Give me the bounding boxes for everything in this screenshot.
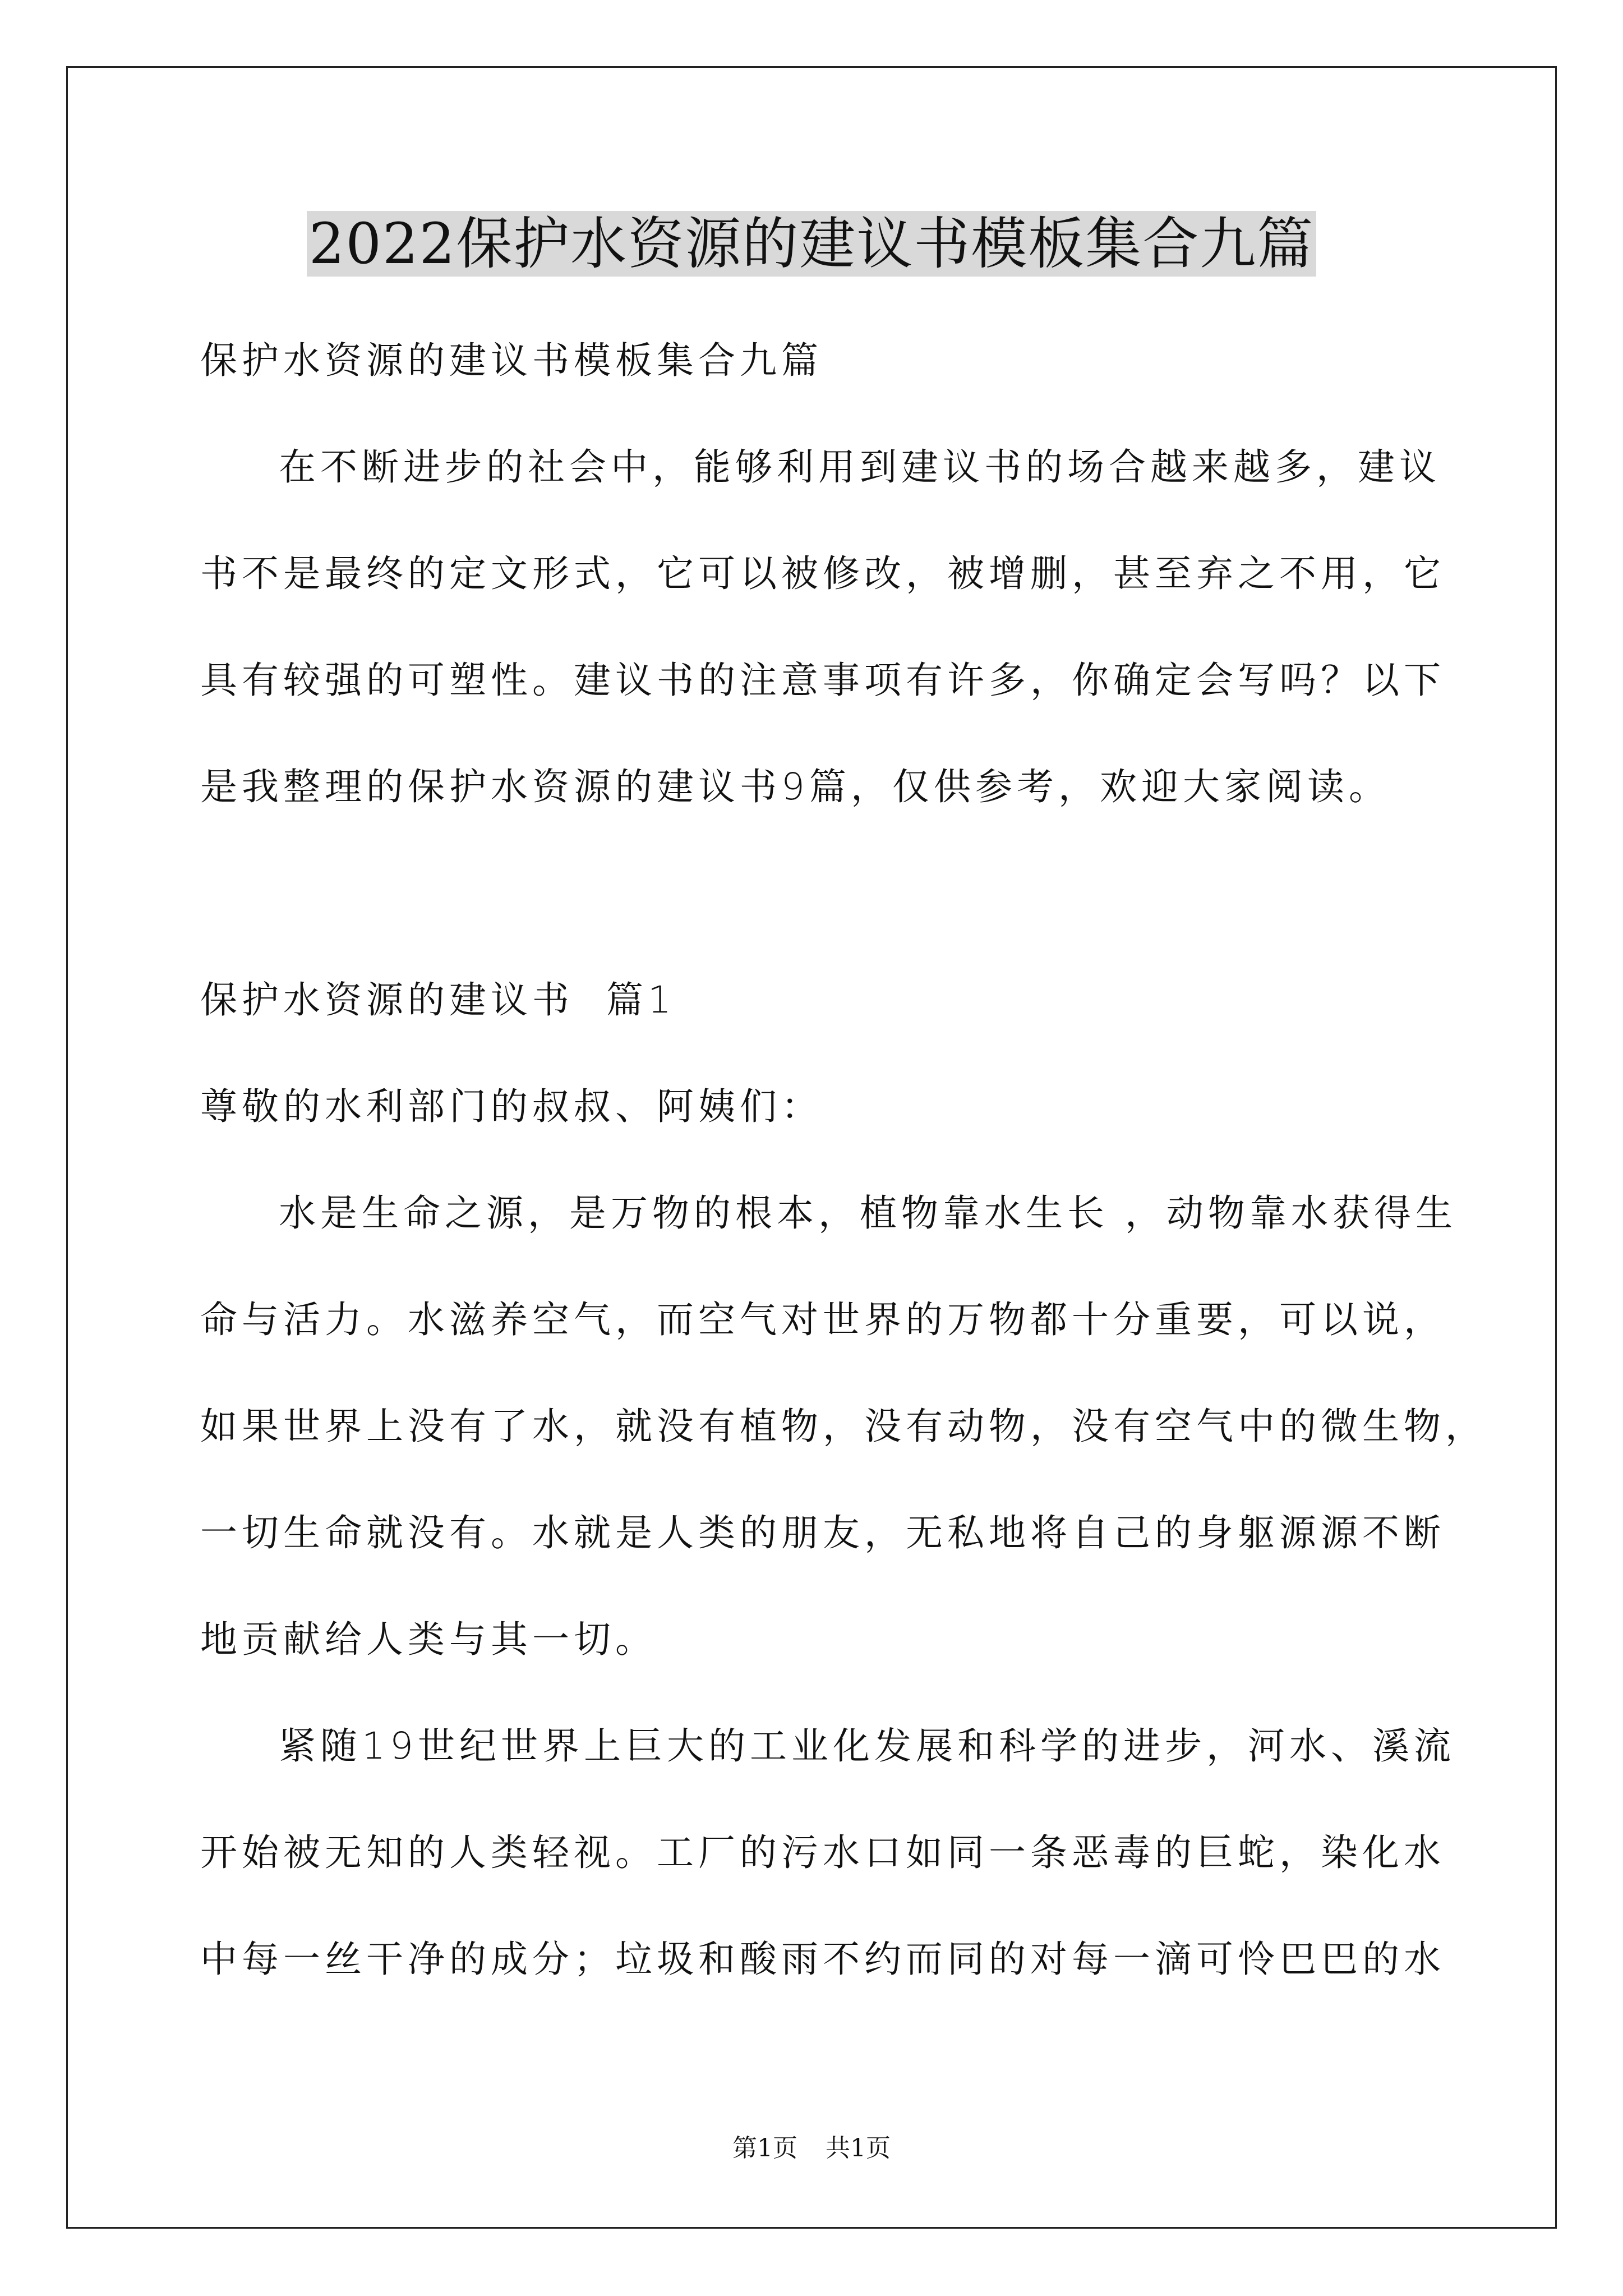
intro-line-4: 是我整理的保护水资源的建议书9篇，仅供参考，欢迎大家阅读。 [200, 765, 1390, 808]
intro-line-1: 在不断进步的社会中，能够利用到建议书的场合越来越多，建议 [279, 445, 1441, 489]
intro-line-3: 具有较强的可塑性。建议书的注意事项有许多，你确定会写吗？以下 [200, 659, 1445, 702]
paragraph1-line-4: 一切生命就没有。水就是人类的朋友，无私地将自己的身躯源源不断 [200, 1511, 1445, 1554]
document-title [0, 202, 1623, 286]
document-title-text: 2022保护水资源的建议书模板集合九篇 [307, 211, 1317, 277]
section-heading: 保护水资源的建议书 篇1 [200, 978, 676, 1022]
page-number: 第1页 [732, 2134, 797, 2162]
paragraph2-line-3: 中每一丝干净的成分；垃圾和酸雨不约而同的对每一滴可怜巴巴的水 [200, 1938, 1445, 1981]
salutation: 尊敬的水利部门的叔叔、阿姨们： [200, 1085, 823, 1128]
document-body [200, 307, 1487, 2013]
paragraph1-line-3: 如果世界上没有了水，就没有植物，没有动物，没有空气中的微生物， [200, 1405, 1487, 1448]
paragraph2-line-1: 紧随19世纪世界上巨大的工业化发展和科学的进步，河水、溪流 [279, 1724, 1455, 1768]
paragraph1-line-1: 水是生命之源，是万物的根本，植物靠水生长 ，动物靠水获得生 [279, 1191, 1457, 1235]
page-total: 共1页 [826, 2134, 891, 2162]
paragraph1-line-5: 地贡献给人类与其一切。 [200, 1618, 657, 1661]
document-subtitle: 保护水资源的建议书模板集合九篇 [200, 339, 823, 382]
spacer [200, 840, 1434, 947]
paragraph2-line-2: 开始被无知的人类轻视。工厂的污水口如同一条恶毒的巨蛇，染化水 [200, 1831, 1445, 1874]
intro-line-2: 书不是最终的定文形式，它可以被修改，被增删，甚至弃之不用，它 [200, 552, 1445, 595]
paragraph1-line-2: 命与活力。水滋养空气，而空气对世界的万物都十分重要，可以说， [200, 1298, 1445, 1341]
page-footer [0, 2132, 1623, 2165]
